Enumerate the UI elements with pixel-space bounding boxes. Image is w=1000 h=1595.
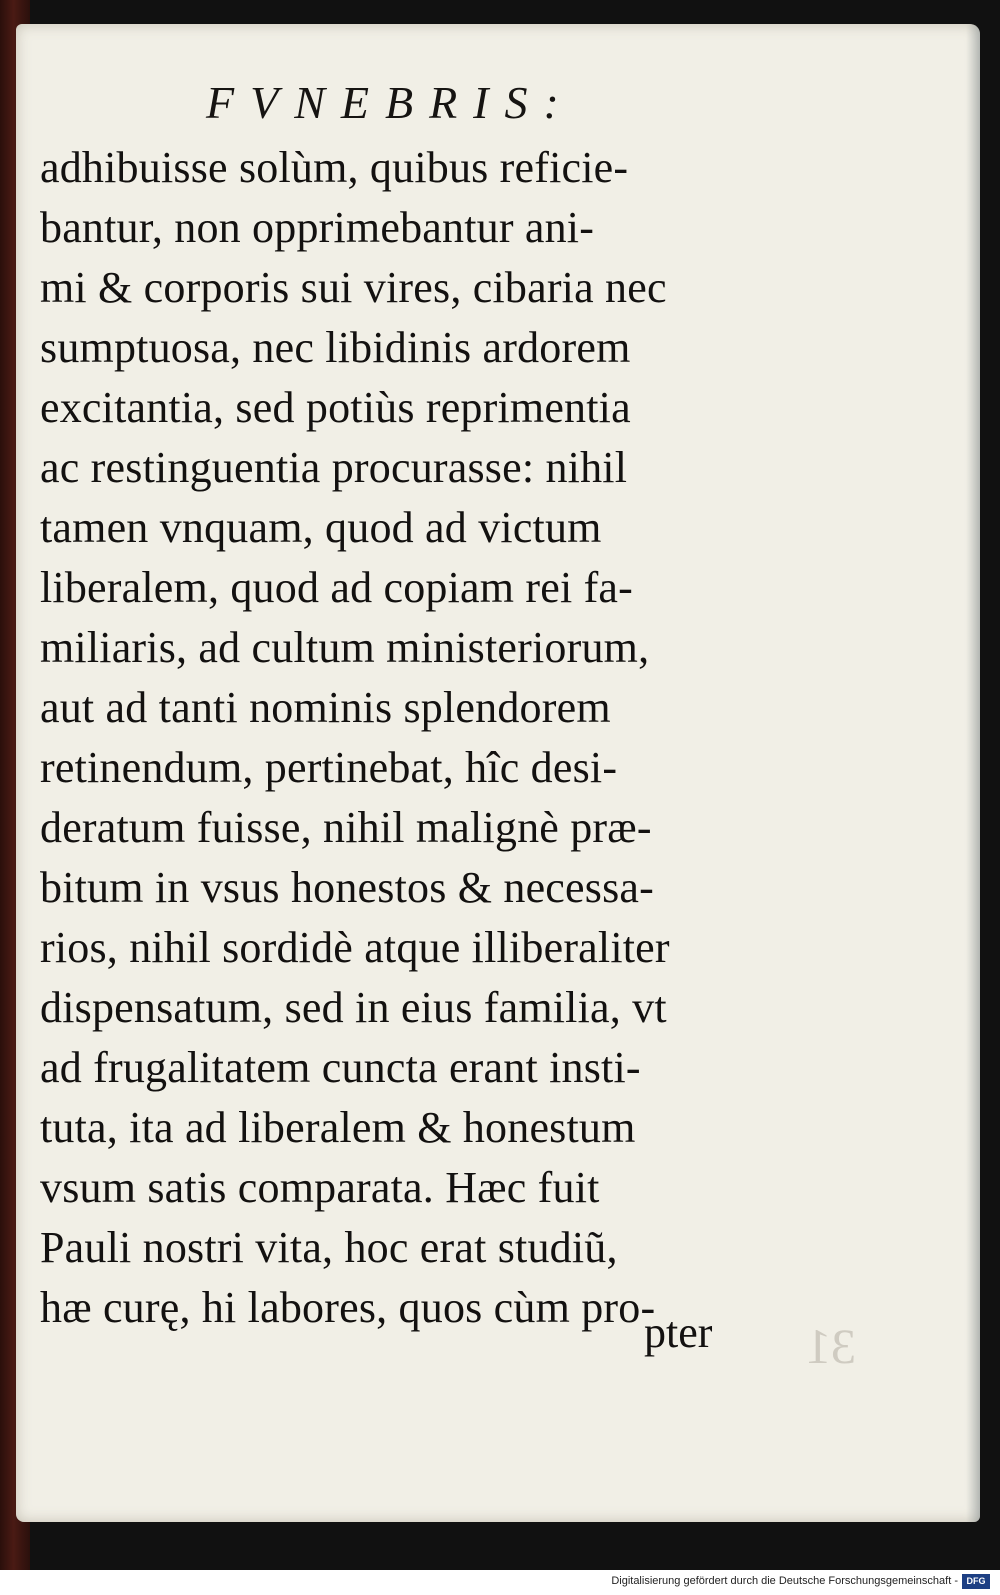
page-edge-shadow (966, 24, 980, 1522)
text-line: retinendum, pertinebat, hîc desi- (40, 743, 618, 792)
folio-number: 31 (806, 1318, 856, 1374)
text-line: ac restinguentia procurasse: nihil (40, 443, 628, 492)
digitization-credit: Digitalisierung gefördert durch die Deutsche Forschungsgemeinschaft - (611, 1575, 958, 1587)
text-line: aut ad tanti nominis splendorem (40, 683, 611, 732)
text-line: Pauli nostri vita, hoc erat studiũ, (40, 1223, 618, 1272)
text-line: hæ curę, hi labores, quos cùm pro- (40, 1283, 656, 1332)
text-line: ad frugalitatem cuncta erant insti- (40, 1043, 641, 1092)
dfg-logo-icon: DFG (962, 1574, 990, 1589)
text-line: vsum satis comparata. Hæc fuit (40, 1163, 600, 1212)
text-line: excitantia, sed potiùs reprimentia (40, 383, 631, 432)
book-page (16, 24, 980, 1522)
catchword: pter (644, 1308, 713, 1357)
text-line: liberalem, quod ad copiam rei fa- (40, 563, 634, 612)
text-line: mi & corporis sui vires, cibaria nec (40, 263, 667, 312)
text-line: miliaris, ad cultum ministeriorum, (40, 623, 650, 672)
text-line: tuta, ita ad liberalem & honestum (40, 1103, 636, 1152)
text-line: adhibuisse solùm, quibus reficie- (40, 143, 629, 192)
text-line: bantur, non opprimebantur ani- (40, 203, 595, 252)
text-line: rios, nihil sordidè atque illiberaliter (40, 923, 670, 972)
text-line: bitum in vsus honestos & necessa- (40, 863, 654, 912)
credit-bar (0, 1570, 1000, 1595)
text-line: tamen vnquam, quod ad victum (40, 503, 602, 552)
text-line: sumptuosa, nec libidinis ardorem (40, 323, 631, 372)
text-line: deratum fuisse, nihil malignè præ- (40, 803, 652, 852)
text-line: dispensatum, sed in eius familia, vt (40, 983, 667, 1032)
running-head: FVNEBRIS: (206, 77, 575, 128)
text-block (40, 138, 760, 1338)
